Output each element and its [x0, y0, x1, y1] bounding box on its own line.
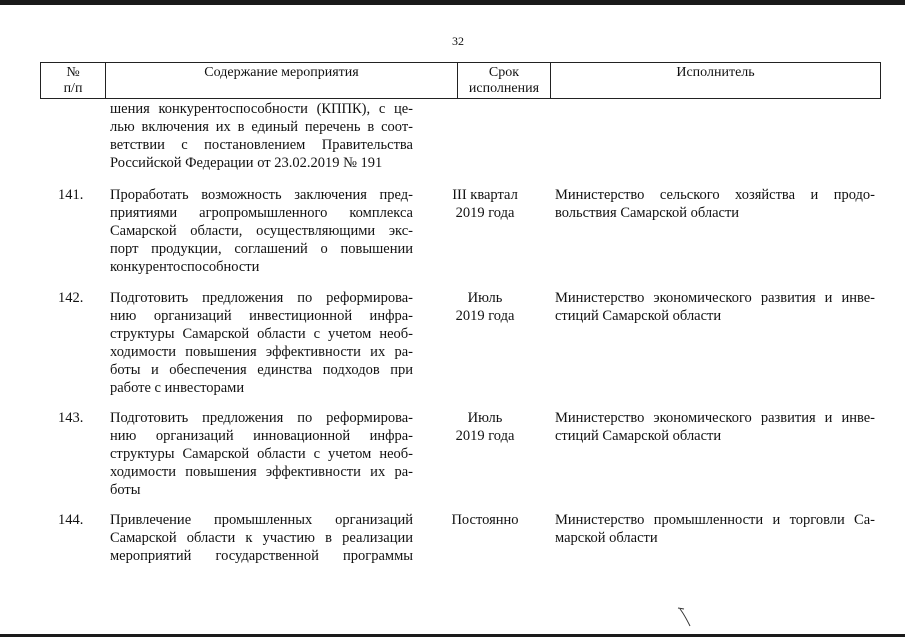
content-line: работе с инвесторами — [110, 380, 245, 396]
content-line: Проработать возможность заключения пред- — [110, 187, 413, 203]
executor-line: Министерство экономического развития и инве- — [555, 290, 875, 306]
page-number: 32 — [452, 34, 464, 48]
continuation-content — [110, 100, 413, 172]
content-line: порт продукции, соглашений о повышении — [110, 241, 413, 257]
header-executor-label: Исполнитель — [676, 65, 755, 80]
row-142-executor — [555, 289, 875, 325]
term-line: Июль — [467, 290, 503, 306]
term-line: 2019 года — [455, 428, 515, 444]
row-141-content — [110, 186, 413, 276]
header-term-line1: Срок — [488, 65, 520, 80]
continuation-line: шения конкурентоспособности (КППК), с це- — [110, 101, 413, 117]
row-142-term — [425, 289, 545, 325]
content-line: приятиями агропромышленного комплекса — [110, 205, 413, 221]
row-141-executor — [555, 186, 875, 222]
content-line: Привлечение промышленных организаций — [110, 512, 413, 528]
executor-line: марской области — [555, 530, 658, 546]
executor-line: Министерство сельского хозяйства и продо- — [555, 187, 875, 203]
row-144-executor — [555, 511, 875, 547]
row-142-content — [110, 289, 413, 397]
row-142-number: 142. — [58, 290, 84, 306]
row-144-content — [110, 511, 413, 565]
header-content-label: Содержание мероприятия — [204, 65, 359, 80]
term-line: 2019 года — [455, 205, 515, 221]
row-143-content — [110, 409, 413, 499]
content-line: конкурентоспособности — [110, 259, 260, 275]
term-line: Постоянно — [451, 512, 519, 528]
header-executor-cell — [551, 63, 880, 98]
content-line: боты — [110, 482, 141, 498]
row-143-executor — [555, 409, 875, 445]
executor-line: стиций Самарской области — [555, 428, 722, 444]
table-header — [40, 62, 881, 99]
content-line: боты и обеспечения единства подходов при — [110, 362, 413, 378]
executor-line: Министерство промышленности и торговли Са- — [555, 512, 875, 528]
row-144-term — [425, 511, 545, 529]
row-143-number: 143. — [58, 410, 84, 426]
row-144-number: 144. — [58, 512, 84, 528]
content-line: нию организаций инвестиционной инфра- — [110, 308, 413, 324]
header-number-line2: п/п — [63, 81, 83, 96]
top-border-line — [0, 0, 905, 5]
header-number-cell — [41, 63, 106, 98]
content-line: Самарской области, осуществляющими экс- — [110, 223, 413, 239]
executor-line: стиций Самарской области — [555, 308, 722, 324]
content-line: Самарской области к участию в реализации — [110, 530, 413, 546]
content-line: ходимости повышения эффективности их ра- — [110, 464, 413, 480]
executor-line: Министерство экономического развития и инве- — [555, 410, 875, 426]
term-line: Июль — [467, 410, 503, 426]
content-line: Подготовить предложения по реформирова- — [110, 290, 413, 306]
term-line: 2019 года — [455, 308, 515, 324]
row-143-term — [425, 409, 545, 445]
continuation-line: ветствии с постановлением Правительства — [110, 137, 413, 153]
header-term-line2: исполнения — [468, 81, 540, 96]
continuation-line: Российской Федерации от 23.02.2019 № 191 — [110, 155, 383, 171]
header-term-cell — [458, 63, 551, 98]
pen-mark — [676, 606, 700, 628]
content-line: мероприятий государственной программы — [110, 548, 413, 564]
content-line: ходимости повышения эффективности их ра- — [110, 344, 413, 360]
content-line: структуры Самарской области с учетом необ- — [110, 446, 413, 462]
content-line: Подготовить предложения по реформирова- — [110, 410, 413, 426]
row-141-term — [425, 186, 545, 222]
header-number-line1: № — [66, 65, 80, 80]
term-line: III квартал — [452, 187, 518, 203]
row-141-number: 141. — [58, 187, 84, 203]
bottom-border-line — [0, 634, 905, 637]
header-content-cell — [106, 63, 458, 98]
executor-line: вольствия Самарской области — [555, 205, 740, 221]
content-line: нию организаций инновационной инфра- — [110, 428, 413, 444]
continuation-line: лью включения их в единый перечень в соот- — [110, 119, 413, 135]
content-line: структуры Самарской области с учетом необ- — [110, 326, 413, 342]
